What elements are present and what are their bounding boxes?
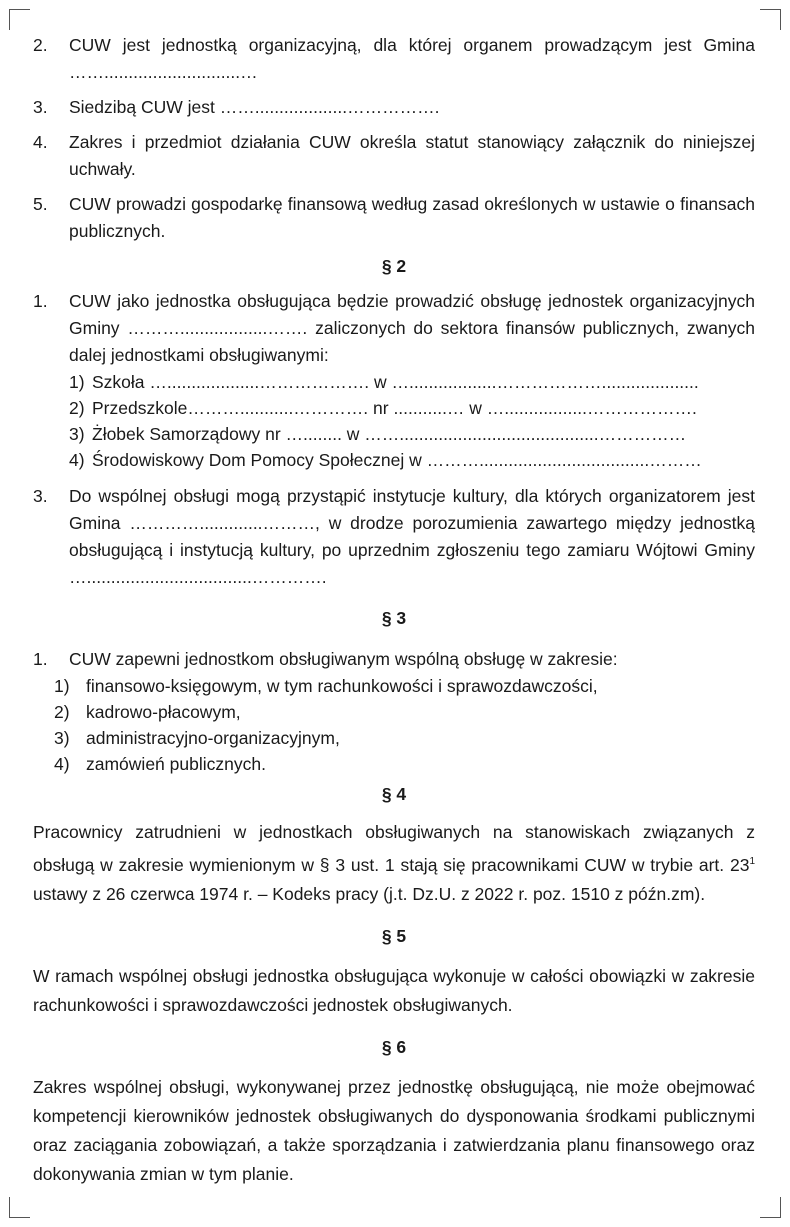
paragraph-text-a: Pracownicy zatrudnieni w jednostkach obsługiwanych na stanowiskach związanych z obsługą w zakresie wymienionym w § 3 ust. 1 stają się pracownikami CUW w trybie art. 23 bbox=[33, 822, 755, 875]
unit-list-item bbox=[69, 421, 755, 447]
section-heading-6: § 6 bbox=[381, 1036, 407, 1057]
scope-text: finansowo-księgowym, w tym rachunkowości i sprawozdawczości, bbox=[86, 676, 598, 696]
unit-number: 1) bbox=[69, 372, 85, 392]
unit-number: 3) bbox=[69, 424, 85, 444]
scope-list-item bbox=[54, 751, 755, 777]
unit-text: Szkoła …...................………………. w …..................……………….................... bbox=[92, 372, 699, 392]
item-text: Zakres i przedmiot działania CUW określa statut stanowiący załącznik do niniejszej uchwały. bbox=[69, 132, 755, 179]
list-item bbox=[33, 32, 755, 86]
item-text: CUW jako jednostka obsługująca będzie prowadzić obsługę jednostek organizacyjnych Gminy ………..................……. zaliczonych do sektora finansów publicznych, zwanych dalej jednostkami obsługiwanymi: bbox=[69, 291, 755, 365]
unit-text: Przedszkole………...........…………. nr ...........… w ….................………………. bbox=[92, 398, 697, 418]
scope-text: kadrowo-płacowym, bbox=[86, 702, 241, 722]
scope-number: 2) bbox=[54, 702, 70, 722]
crop-mark-br-h bbox=[760, 1217, 781, 1218]
superscript: 1 bbox=[749, 856, 755, 867]
list-item bbox=[33, 646, 755, 673]
scope-number: 3) bbox=[54, 728, 70, 748]
scope-list-item bbox=[54, 725, 755, 751]
unit-number: 4) bbox=[69, 450, 85, 470]
item-text: Siedzibą CUW jest ……...................……………. bbox=[69, 97, 440, 117]
item-number: 1. bbox=[33, 649, 48, 669]
scope-text: zamówień publicznych. bbox=[86, 754, 266, 774]
section-heading-4: § 4 bbox=[381, 784, 407, 804]
list-item bbox=[33, 483, 755, 591]
item-number: 3. bbox=[33, 97, 48, 117]
crop-mark-tr-h bbox=[760, 9, 781, 10]
list-item bbox=[33, 94, 755, 121]
section-heading-3: § 3 bbox=[381, 608, 407, 628]
document-page bbox=[33, 32, 755, 1189]
list-item bbox=[33, 288, 755, 369]
unit-list-item bbox=[69, 369, 755, 395]
paragraph-6: Zakres wspólnej obsługi, wykonywanej przez jednostkę obsługującą, nie może obejmować kompetencji kierowników jednostek obsługiwanych do dysponowania środkami publicznymi oraz zaciągania zobowiązań, a także sporządzania i zatwierdzania planu finansowego oraz dokonywania zmian w tym planie. bbox=[33, 1076, 755, 1184]
item-text: Do wspólnej obsługi mogą przystąpić instytucje kultury, dla których organizatorem jest Gmina ………….............………, w drodze porozumienia zawartego między jednostką obsługującą i instytucją kultury, po uprzednim zgłoszeniu tego zamiaru Wójtowi Gminy …..................................…………. bbox=[69, 486, 755, 587]
unit-number: 2) bbox=[69, 398, 85, 418]
crop-mark-br-v bbox=[780, 1197, 781, 1218]
paragraph-5: W ramach wspólnej obsługi jednostka obsługująca wykonuje w całości obowiązki w zakresie rachunkowości i sprawozdawczości jednostek obsługiwanych. bbox=[33, 965, 755, 1015]
crop-mark-tl-h bbox=[9, 9, 30, 10]
scope-text: administracyjno-organizacyjnym, bbox=[86, 728, 340, 748]
paragraph-text-b: ustawy z 26 czerwca 1974 r. – Kodeks pracy (j.t. Dz.U. z 2022 r. poz. 1510 z późn.zm). bbox=[33, 883, 706, 904]
unit-list-item bbox=[69, 447, 755, 473]
item-number: 5. bbox=[33, 194, 48, 214]
item-text: CUW zapewni jednostkom obsługiwanym wspólną obsługę w zakresie: bbox=[69, 649, 618, 669]
scope-list-item bbox=[54, 699, 755, 725]
crop-mark-tr-v bbox=[780, 9, 781, 30]
unit-list bbox=[69, 369, 755, 473]
scope-number: 1) bbox=[54, 676, 70, 696]
crop-mark-tl-v bbox=[9, 9, 10, 30]
scope-list-item bbox=[54, 673, 755, 699]
unit-list-item bbox=[69, 395, 755, 421]
scope-number: 4) bbox=[54, 754, 70, 774]
scope-list bbox=[54, 673, 755, 777]
item-number: 4. bbox=[33, 132, 48, 152]
item-text: CUW prowadzi gospodarkę finansową według zasad określonych w ustawie o finansach publicznych. bbox=[69, 194, 755, 241]
section-heading-5: § 5 bbox=[381, 925, 407, 946]
crop-mark-bl-v bbox=[9, 1197, 10, 1218]
unit-text: Środowiskowy Dom Pomocy Społecznej w ………...................................……… bbox=[92, 450, 702, 470]
item-number: 1. bbox=[33, 291, 48, 311]
item-number: 2. bbox=[33, 35, 48, 55]
section-heading-2: § 2 bbox=[381, 256, 407, 276]
list-item bbox=[33, 129, 755, 183]
crop-mark-bl-h bbox=[9, 1217, 30, 1218]
unit-text: Żłobek Samorządowy nr …........ w …….........................................…………… bbox=[92, 424, 687, 444]
list-item bbox=[33, 191, 755, 245]
item-number: 3. bbox=[33, 486, 48, 506]
item-text: CUW jest jednostką organizacyjną, dla której organem prowadzącym jest Gmina ……............................… bbox=[69, 35, 755, 82]
paragraph-4 bbox=[33, 818, 755, 909]
